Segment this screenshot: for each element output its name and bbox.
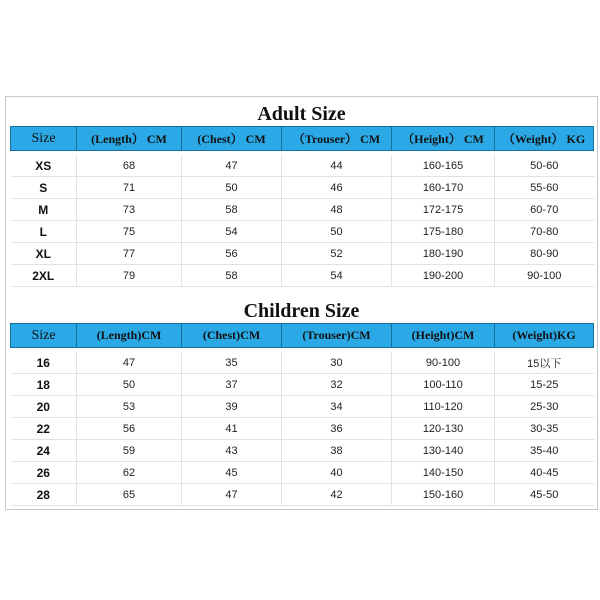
size-cell: XL xyxy=(11,243,77,265)
table-cell: 75 xyxy=(77,221,182,243)
size-chart xyxy=(5,96,598,510)
table-row xyxy=(11,199,594,221)
table-cell: 79 xyxy=(77,265,182,287)
table-cell: 50-60 xyxy=(495,155,594,177)
adult-header-row xyxy=(11,127,594,151)
table-cell: 40-45 xyxy=(495,462,594,484)
table-cell: 37 xyxy=(182,374,282,396)
table-cell: 43 xyxy=(182,440,282,462)
table-cell: 30 xyxy=(282,352,392,374)
table-row xyxy=(11,221,594,243)
size-cell: 20 xyxy=(11,396,77,418)
size-cell: 26 xyxy=(11,462,77,484)
table-cell: 15以下 xyxy=(495,352,594,374)
header-trouser: (Trouser)CM xyxy=(282,324,392,348)
table-row xyxy=(11,374,594,396)
table-cell: 140-150 xyxy=(392,462,495,484)
table-cell: 62 xyxy=(77,462,182,484)
table-row xyxy=(11,352,594,374)
header-size: Size xyxy=(11,324,77,348)
table-cell: 41 xyxy=(182,418,282,440)
table-cell: 70-80 xyxy=(495,221,594,243)
header-weight: (Weight)KG xyxy=(495,324,594,348)
table-cell: 58 xyxy=(182,265,282,287)
table-cell: 150-160 xyxy=(392,484,495,506)
size-cell: 18 xyxy=(11,374,77,396)
size-cell: XS xyxy=(11,155,77,177)
table-row xyxy=(11,462,594,484)
table-cell: 47 xyxy=(182,155,282,177)
table-cell: 38 xyxy=(282,440,392,462)
adult-table-body xyxy=(11,151,594,287)
header-height: （Height） CM xyxy=(392,127,495,151)
table-cell: 53 xyxy=(77,396,182,418)
table-cell: 32 xyxy=(282,374,392,396)
adult-size-table xyxy=(10,126,594,287)
table-cell: 40 xyxy=(282,462,392,484)
table-cell: 46 xyxy=(282,177,392,199)
children-size-title: Children Size xyxy=(243,300,360,322)
table-cell: 54 xyxy=(282,265,392,287)
header-chest: (Chest)CM xyxy=(182,324,282,348)
table-row xyxy=(11,440,594,462)
table-cell: 55-60 xyxy=(495,177,594,199)
size-cell: L xyxy=(11,221,77,243)
table-cell: 68 xyxy=(77,155,182,177)
table-cell: 80-90 xyxy=(495,243,594,265)
children-header-row xyxy=(11,324,594,348)
table-cell: 50 xyxy=(282,221,392,243)
table-cell: 25-30 xyxy=(495,396,594,418)
table-cell: 54 xyxy=(182,221,282,243)
table-cell: 180-190 xyxy=(392,243,495,265)
table-cell: 15-25 xyxy=(495,374,594,396)
table-cell: 48 xyxy=(282,199,392,221)
table-row xyxy=(11,265,594,287)
table-cell: 90-100 xyxy=(495,265,594,287)
table-cell: 100-110 xyxy=(392,374,495,396)
table-cell: 60-70 xyxy=(495,199,594,221)
table-cell: 52 xyxy=(282,243,392,265)
children-size-table xyxy=(10,323,594,506)
table-cell: 39 xyxy=(182,396,282,418)
header-weight: （Weight） KG xyxy=(495,127,594,151)
table-cell: 36 xyxy=(282,418,392,440)
header-length: (Length)CM xyxy=(77,324,182,348)
table-cell: 50 xyxy=(77,374,182,396)
table-cell: 110-120 xyxy=(392,396,495,418)
table-cell: 35-40 xyxy=(495,440,594,462)
header-chest: (Chest） CM xyxy=(182,127,282,151)
table-cell: 172-175 xyxy=(392,199,495,221)
table-cell: 120-130 xyxy=(392,418,495,440)
table-cell: 45 xyxy=(182,462,282,484)
children-table-body xyxy=(11,348,594,506)
size-cell: 16 xyxy=(11,352,77,374)
table-cell: 59 xyxy=(77,440,182,462)
header-length: (Length） CM xyxy=(77,127,182,151)
table-cell: 190-200 xyxy=(392,265,495,287)
table-cell: 44 xyxy=(282,155,392,177)
table-cell: 45-50 xyxy=(495,484,594,506)
table-cell: 42 xyxy=(282,484,392,506)
table-row xyxy=(11,243,594,265)
table-cell: 47 xyxy=(77,352,182,374)
size-cell: M xyxy=(11,199,77,221)
header-size: Size xyxy=(11,127,77,151)
table-cell: 77 xyxy=(77,243,182,265)
table-cell: 58 xyxy=(182,199,282,221)
size-cell: S xyxy=(11,177,77,199)
table-cell: 30-35 xyxy=(495,418,594,440)
size-cell: 2XL xyxy=(11,265,77,287)
adult-size-title: Adult Size xyxy=(257,103,346,125)
table-cell: 175-180 xyxy=(392,221,495,243)
table-row xyxy=(11,155,594,177)
table-cell: 50 xyxy=(182,177,282,199)
table-row xyxy=(11,484,594,506)
size-cell: 28 xyxy=(11,484,77,506)
table-cell: 71 xyxy=(77,177,182,199)
header-trouser: （Trouser） CM xyxy=(282,127,392,151)
table-cell: 130-140 xyxy=(392,440,495,462)
table-cell: 56 xyxy=(182,243,282,265)
table-cell: 65 xyxy=(77,484,182,506)
table-cell: 34 xyxy=(282,396,392,418)
size-cell: 24 xyxy=(11,440,77,462)
table-cell: 47 xyxy=(182,484,282,506)
table-cell: 56 xyxy=(77,418,182,440)
header-height: (Height)CM xyxy=(392,324,495,348)
table-cell: 160-165 xyxy=(392,155,495,177)
table-row xyxy=(11,396,594,418)
table-cell: 160-170 xyxy=(392,177,495,199)
table-row xyxy=(11,177,594,199)
size-cell: 22 xyxy=(11,418,77,440)
table-cell: 90-100 xyxy=(392,352,495,374)
table-cell: 35 xyxy=(182,352,282,374)
table-row xyxy=(11,418,594,440)
table-cell: 73 xyxy=(77,199,182,221)
